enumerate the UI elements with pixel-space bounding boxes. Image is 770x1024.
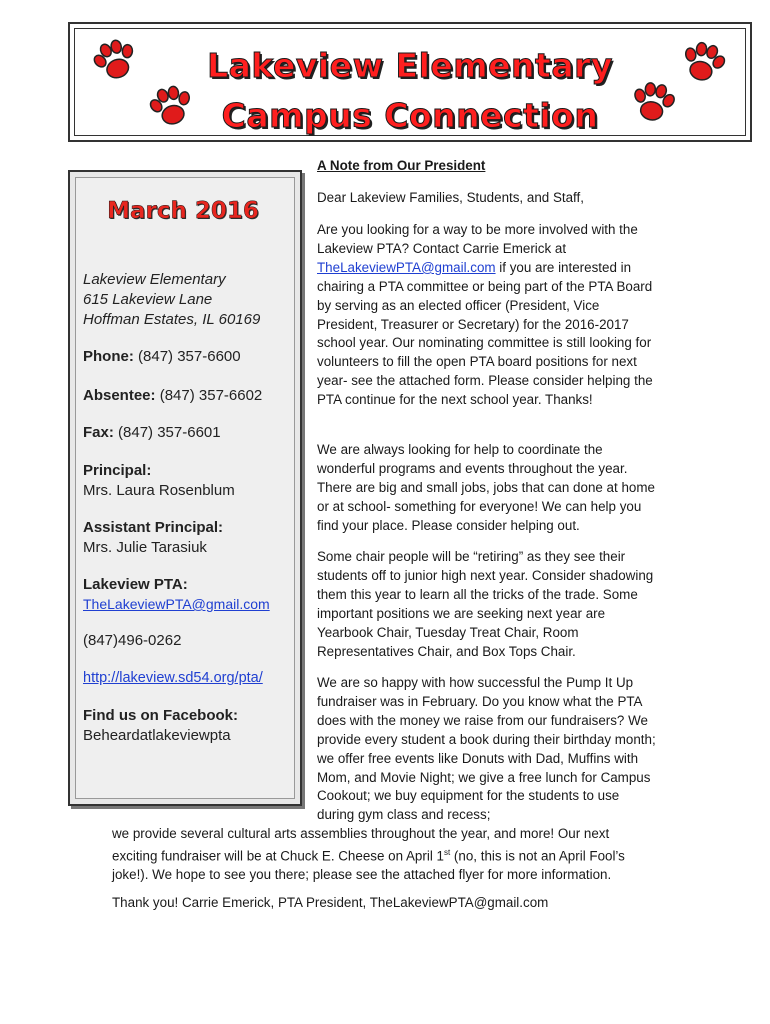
assistant-principal-name: Mrs. Julie Tarasiuk [83, 539, 207, 556]
principal-name: Mrs. Laura Rosenblum [83, 482, 235, 499]
assistant-principal-label: Assistant Principal: [83, 519, 224, 536]
facebook-handle: Beheardatlakeviewpta [83, 727, 231, 744]
newsletter-title: Lakeview Elementary [207, 46, 613, 85]
phone-label: Phone: [83, 348, 134, 365]
fax-number: (847) 357-6601 [118, 424, 221, 441]
paragraph-fundraiser [317, 674, 657, 825]
phone-number: (847) 357-6600 [138, 348, 241, 365]
paragraph-text: We are so happy with how successful the Pump It Up fundraiser was in February. Do you know what the PTA does with the money we raise from our fundraisers? We provide every student a book during their birthday month; we offer free events like Donuts with Dad, Muffins with Mom, and Movie Night; we give a free lunch for Campus Cookout; we buy equipment for the students to use during gym class and recess; [317, 675, 656, 823]
issue-month: March 2016 [107, 198, 259, 224]
paragraph-help-coordinate [317, 441, 657, 536]
ordinal-suffix: st [443, 847, 451, 857]
school-street: 615 Lakeview Lane [83, 291, 213, 308]
paragraph-chair-people [317, 548, 657, 661]
paragraph-text: Are you looking for a way to be more involved with the Lakeview PTA? Contact Carrie Emerick at [317, 222, 638, 256]
letter-greeting [317, 189, 657, 208]
school-city: Hoffman Estates, IL 60169 [83, 311, 261, 328]
paragraph-text: if you are interested in chairing a PTA committee or being part of the PTA Board by serving as an elected officer (President, Vice President, Treasurer or Secretary) for the 2016-2017 school year. Our nominating committee is still looking for volunteers to fill the open PTA board positions for next year- see the attached form. Please consider helping the PTA continue for the next school year. Thanks! [317, 259, 653, 408]
fax-line [83, 424, 221, 441]
paw-print-icon [626, 76, 679, 129]
phone-line [83, 348, 241, 365]
school-name: Lakeview Elementary [83, 271, 226, 288]
fax-label: Fax: [83, 424, 114, 441]
signoff-text: Thank you! Carrie Emerick, PTA President, TheLakeviewPTA@gmail.com [112, 895, 549, 910]
paragraph-text: (no, this is not an April Fool’s joke!). We hope to see you there; please see the attached flyer for more information. [112, 848, 625, 883]
principal-label: Principal: [83, 462, 152, 479]
absentee-number: (847) 357-6602 [159, 387, 263, 404]
pta-email-link[interactable]: TheLakeviewPTA@gmail.com [83, 596, 270, 612]
facebook-label: Find us on Facebook: [83, 707, 239, 724]
paragraph-text: we provide several cultural arts assemblies throughout the year, and more! Our next exciting fundraiser will be at Chuck E. Cheese on April 1 [112, 826, 610, 864]
greeting-text: Dear Lakeview Families, Students, and Staff, [317, 190, 584, 205]
letter-heading: A Note from Our President [317, 158, 486, 173]
absentee-line [83, 387, 262, 404]
pta-website-link[interactable]: http://lakeview.sd54.org/pta/ [83, 670, 263, 686]
letter-signoff [112, 894, 652, 913]
paragraph-text: Some chair people will be “retiring” as they see their students off to junior high next year. Consider shadowing them this year to learn all the tricks of the trade. Some important positions we are seeking next year are Yearbook Chair, Tuesday Treat Chair, Room Representatives Chair, and Box Tops Chair. [317, 549, 654, 659]
president-email-link[interactable]: TheLakeviewPTA@gmail.com [317, 259, 496, 275]
paragraph-fundraiser-continued [112, 825, 652, 885]
paragraph-get-involved [317, 221, 657, 410]
paragraph-text: We are always looking for help to coordinate the wonderful programs and events throughout the year. There are big and small jobs, jobs that can done at home or at school- something for everyone! We can help you find your place. Please consider helping out. [317, 442, 655, 533]
pta-phone: (847)496-0262 [83, 632, 182, 649]
absentee-label: Absentee: [83, 387, 156, 404]
newsletter-subtitle: Campus Connection [221, 96, 599, 135]
pta-label: Lakeview PTA: [83, 576, 188, 593]
